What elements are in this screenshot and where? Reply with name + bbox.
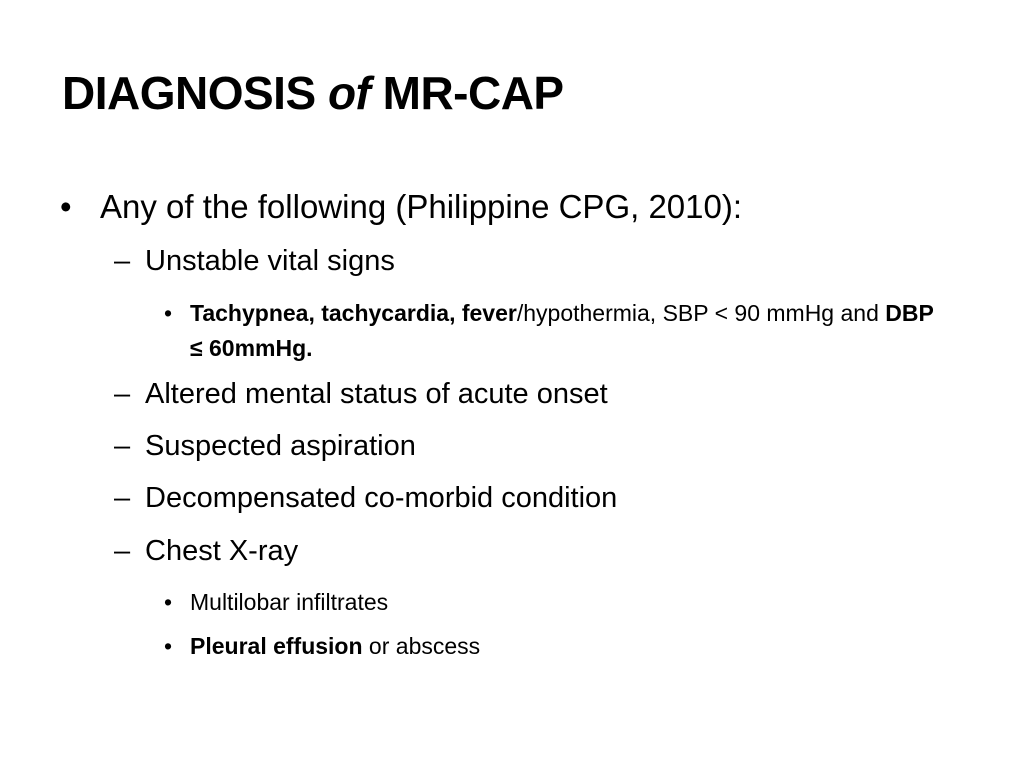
bold-text-tachypnea: Tachypnea, tachycardia, fever [190, 300, 517, 326]
bold-text-dbp: DBP ≤ 60mmHg. [190, 300, 934, 361]
subbullet-text: Chest X-ray [145, 535, 299, 567]
dash-marker: – [114, 430, 131, 462]
subbullet-altered-mental-status [114, 378, 608, 411]
detail-pleural-effusion [164, 633, 481, 660]
dash-marker: – [114, 378, 131, 410]
subbullet-text: Suspected aspiration [145, 430, 416, 462]
subbullet-suspected-aspiration [114, 430, 416, 463]
dash-marker: – [114, 245, 131, 277]
title-part1: DIAGNOSIS [62, 67, 328, 119]
subbullet-chest-xray [114, 535, 299, 568]
bullet-marker: • [164, 300, 173, 326]
bullet-text: Any of the following (Philippine CPG, 2010): [100, 188, 743, 225]
detail-text: Multilobar infiltrates [190, 589, 389, 615]
detail-text: or abscess [362, 633, 481, 659]
detail-multilobar-infiltrates [164, 589, 389, 616]
title-part2: MR-CAP [370, 67, 564, 119]
detail-text: /hypothermia, SBP < 90 mmHg and [516, 300, 886, 326]
slide-title [62, 66, 564, 120]
subbullet-unstable-vital-signs [114, 245, 395, 278]
bullet-marker: • [164, 589, 173, 615]
detail-vital-signs-criteria [164, 296, 950, 365]
title-italic: of [327, 67, 371, 119]
dash-marker: – [114, 482, 131, 514]
subbullet-text: Decompensated co-morbid condition [145, 482, 618, 514]
dash-marker: – [114, 535, 131, 567]
subbullet-decompensated-condition [114, 482, 618, 515]
subbullet-text: Altered mental status of acute onset [145, 378, 608, 410]
bullet-any-of-following [60, 188, 743, 226]
subbullet-text: Unstable vital signs [145, 245, 395, 277]
bullet-marker: • [60, 188, 72, 225]
bullet-marker: • [164, 633, 173, 659]
bold-text-pleural-effusion: Pleural effusion [190, 633, 363, 659]
